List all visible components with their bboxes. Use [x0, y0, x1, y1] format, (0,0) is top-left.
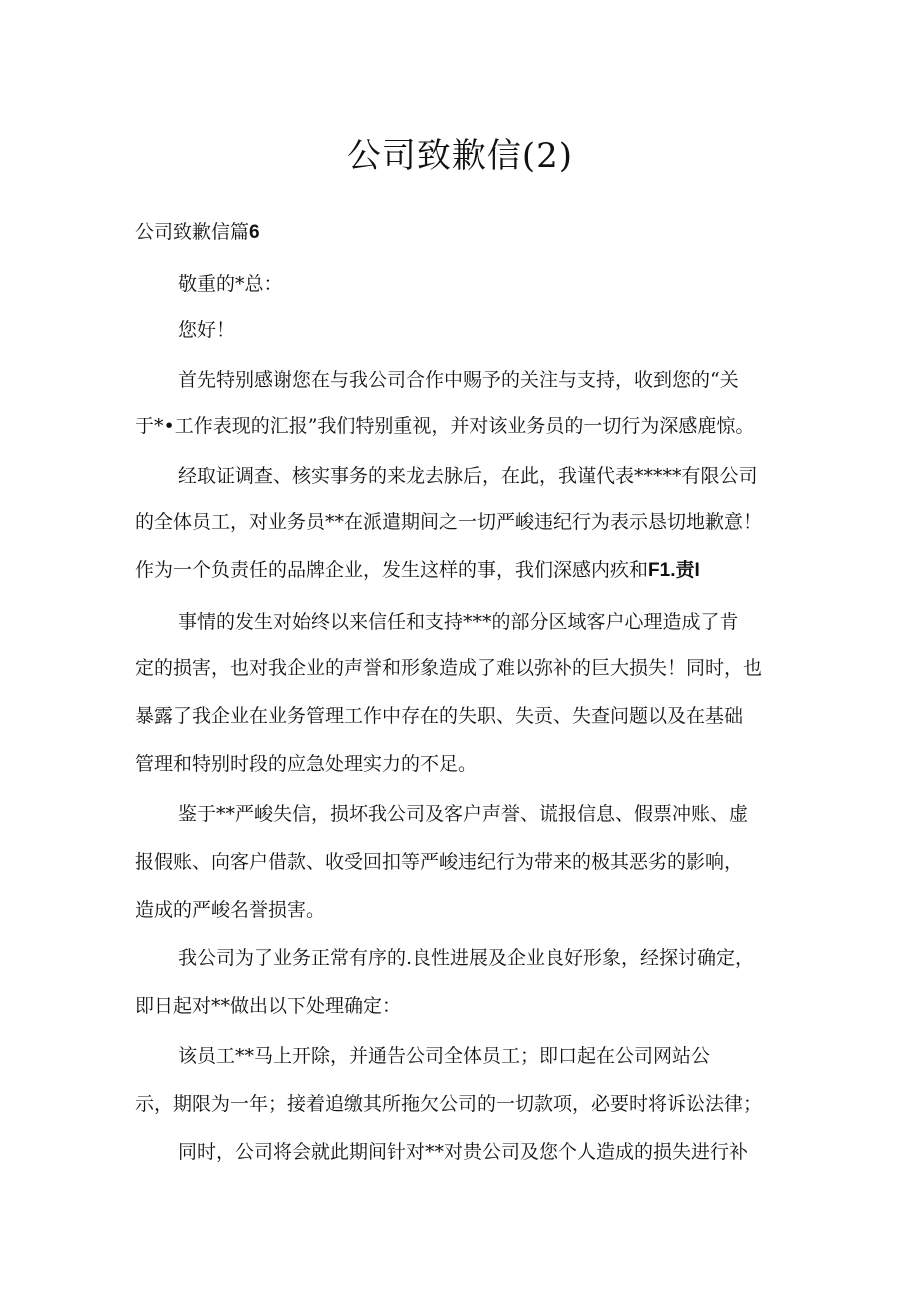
paragraph-line: 示，期限为一年；接着追缴其所拖欠公司的一切款项，必要时将诉讼法律； [135, 1093, 763, 1115]
paragraph-line: 定的损害，也对我企业的声誉和形象造成了难以弥补的巨大损失！同时，也 [135, 657, 763, 679]
paragraph-line: 报假账、向客户借款、收受回扣等严峻违纪行为带来的极其恶劣的影响， [135, 851, 744, 873]
paragraph-line: 于*•工作表现的汇报”我们特别重视，并对该业务员的一切行为深感鹿惊。 [135, 415, 755, 437]
paragraph-line-text: 作为一个负责任的品牌企业，发生这样的事，我们深感内疚和 [135, 559, 649, 581]
section-heading-text: 公司致歉信篇 [135, 221, 250, 243]
paragraph-line: 同时，公司将会就此期间针对**对贵公司及您个人造成的损失进行补 [178, 1141, 749, 1163]
paragraph-line: 经取证调查、核实事务的来龙去脉后，在此，我谨代表*****有限公司 [178, 465, 758, 487]
paragraph-line: 管理和特别时段的应急处理实力的不足。 [135, 753, 478, 775]
paragraph-line: 我公司为了业务正常有序的.良性进展及企业良好形象，经探讨确定， [178, 947, 755, 969]
greeting-line: 您好！ [178, 319, 236, 341]
paragraph-line: 该员工**马上开除，并通告公司全体员工；即口起在公司网站公 [178, 1045, 711, 1067]
section-heading-number: 6 [249, 222, 260, 243]
paragraph-line: 首先特别感谢您在与我公司合作中赐予的关注与支持，收到您的“关 [178, 369, 739, 391]
paragraph-line: 鉴于**严峻失信，损坏我公司及客户声誉、谎报信息、假票冲账、虚 [178, 803, 749, 825]
paragraph-line: 即日起对**做出以下处理确定： [135, 995, 402, 1017]
section-heading [135, 216, 260, 249]
paragraph-line [135, 554, 795, 587]
paragraph-line: 造成的严峻名誉损害。 [135, 899, 326, 921]
paragraph-line-bold-tail: F1.责I [648, 560, 700, 581]
document-title: 公司致歉信(2) [346, 136, 574, 176]
paragraph-line: 事情的发生对始终以来信任和支持***的部分区域客户心理造成了肯 [178, 611, 739, 633]
paragraph-line: 暴露了我企业在业务管理工作中存在的失职、失贡、失查问题以及在基础 [135, 705, 744, 727]
paragraph-line: 的全体员工，对业务员**在派遣期间之一切严峻违纪行为表示恳切地歉意！ [135, 511, 763, 533]
salutation-line: 敬重的*总： [178, 273, 283, 295]
